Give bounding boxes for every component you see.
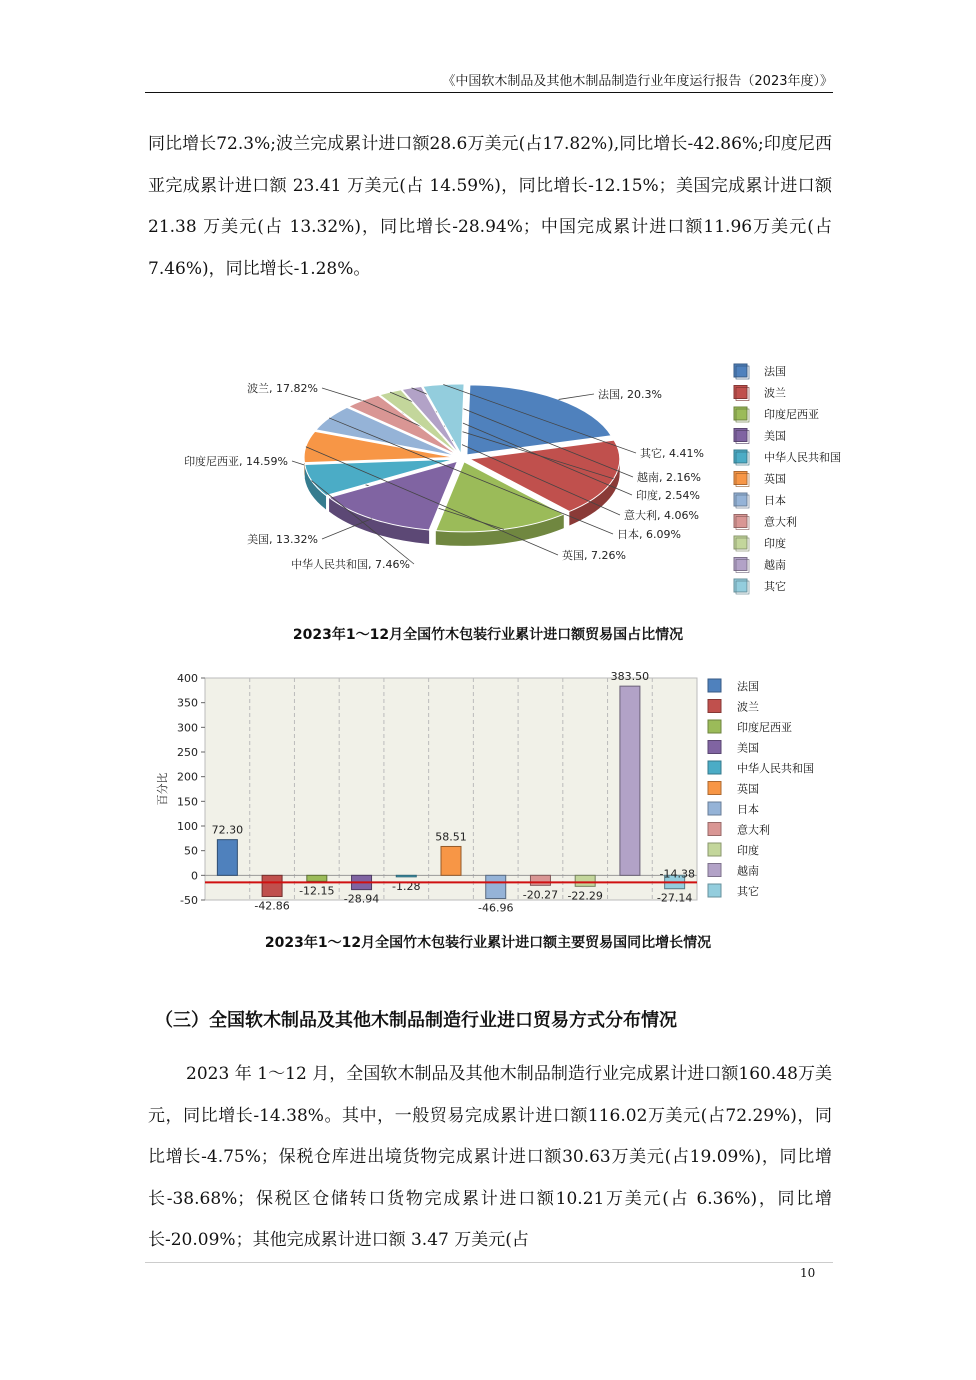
pie-data-label: 意大利, 4.06% bbox=[624, 509, 699, 522]
legend-label: 越南 bbox=[764, 558, 786, 572]
bar-data-label: -1.28 bbox=[392, 879, 421, 893]
page-header: 《中国软木制品及其他木制品制造行业年度运行报告（2023年度）》 bbox=[145, 70, 833, 93]
legend-label: 英国 bbox=[764, 472, 786, 486]
footer-divider bbox=[145, 1262, 833, 1263]
bar-chart-group bbox=[155, 670, 697, 914]
legend-label: 波兰 bbox=[764, 386, 786, 400]
pie-data-label: 其它, 4.41% bbox=[640, 447, 704, 460]
y-tick-label: 400 bbox=[177, 672, 198, 685]
y-tick-label: 300 bbox=[177, 721, 198, 735]
pie-chart-group bbox=[184, 381, 704, 571]
legend-label: 印度尼西亚 bbox=[764, 408, 819, 421]
y-tick-label: 150 bbox=[177, 795, 198, 809]
pie-data-label: 印度尼西亚, 14.59% bbox=[184, 455, 288, 468]
legend-label: 其它 bbox=[737, 885, 759, 898]
y-axis-label: 百分比 bbox=[156, 772, 169, 806]
pie-data-label: 越南, 2.16% bbox=[637, 471, 701, 484]
legend-swatch bbox=[708, 720, 721, 733]
legend-swatch bbox=[708, 741, 721, 754]
legend-swatch bbox=[708, 782, 721, 795]
page-number: 10 bbox=[800, 1266, 816, 1280]
bar-data-label: 72.30 bbox=[211, 823, 244, 837]
pie-data-label: 美国, 13.32% bbox=[247, 533, 318, 546]
pie-data-label: 波兰, 17.82% bbox=[247, 382, 318, 395]
bar-data-label: -46.96 bbox=[477, 901, 514, 915]
legend-label: 意大利 bbox=[737, 823, 770, 837]
y-tick-label: 200 bbox=[177, 770, 198, 784]
bar bbox=[396, 875, 416, 877]
pie-legend bbox=[734, 364, 841, 594]
bar bbox=[486, 875, 506, 898]
paragraph-import-by-country: 同比增长72.3%;波兰完成累计进口额28.6万美元(占17.82%),同比增长-42.86%;印度尼西亚完成累计进口额 23.41 万美元(占 14.59%)，同比增长-12.15%；美国完成累计进口额 21.38 万美元(占 13.32%)，同比增长-28.94%；中国完成累计进口额11.96万美元(占7.46%)，同比增长-1.28%。 bbox=[148, 134, 832, 279]
bar-data-label: -27.14 bbox=[656, 891, 693, 905]
pie-data-label: 英国, 7.26% bbox=[562, 549, 626, 562]
legend-swatch bbox=[708, 823, 721, 836]
paragraph-trade-mode: 2023 年 1～12 月，全国软木制品及其他木制品制造行业完成累计进口额160.48万美元，同比增长-14.38%。其中，一般贸易完成累计进口额116.02万美元(占72.29%)，同比增长-4.75%；保税仓库进出境货物完成累计进口额30.63万美元(占19.09%)，同比增长-38.68%；保税区仓储转口货物完成累计进口额10.21万美元(占 6.36%)，同比增长-20.09%；其他完成累计进口额 3.47 万美元(占 bbox=[148, 1064, 832, 1250]
legend-label: 印度 bbox=[737, 844, 759, 857]
y-tick-label: 250 bbox=[177, 746, 198, 759]
section-title: （三）全国软木制品及其他木制品制造行业进口贸易方式分布情况 bbox=[155, 1010, 677, 1031]
legend-swatch bbox=[708, 884, 721, 897]
y-tick-label: 50 bbox=[184, 844, 198, 858]
pie-data-label: 法国, 20.3% bbox=[598, 388, 662, 401]
legend-swatch bbox=[708, 700, 721, 713]
bar bbox=[441, 846, 461, 875]
pie-data-label: 印度, 2.54% bbox=[636, 489, 700, 502]
bar bbox=[530, 875, 550, 885]
legend-swatch bbox=[708, 864, 721, 877]
legend-label: 印度 bbox=[764, 537, 786, 550]
pie-leader-line bbox=[559, 394, 594, 399]
bar-data-label: -22.29 bbox=[567, 889, 603, 903]
legend-label: 日本 bbox=[737, 803, 759, 816]
bar-chart-caption: 2023年1～12月全国竹木包装行业累计进口额主要贸易国同比增长情况 bbox=[264, 935, 712, 951]
legend-label: 中华人民共和国 bbox=[737, 762, 814, 775]
bar bbox=[620, 686, 640, 875]
legend-swatch bbox=[708, 679, 721, 692]
legend-label: 法国 bbox=[764, 365, 786, 378]
legend-label: 美国 bbox=[737, 741, 759, 755]
pie-data-label: 日本, 6.09% bbox=[617, 528, 681, 541]
y-tick-label: 350 bbox=[177, 696, 198, 710]
bar bbox=[217, 840, 237, 876]
bar bbox=[307, 875, 327, 881]
legend-label: 印度尼西亚 bbox=[737, 721, 792, 734]
bar-data-label: -12.15 bbox=[299, 884, 335, 898]
legend-swatch bbox=[708, 761, 721, 774]
legend-label: 日本 bbox=[764, 494, 786, 507]
y-tick-label: 100 bbox=[177, 820, 198, 833]
pie-data-label: 中华人民共和国, 7.46% bbox=[291, 558, 410, 571]
legend-label: 法国 bbox=[737, 680, 759, 693]
reference-label: -14.38 bbox=[659, 867, 695, 881]
legend-label: 意大利 bbox=[764, 515, 797, 529]
legend-swatch bbox=[708, 802, 721, 815]
bar-data-label: -42.86 bbox=[254, 899, 290, 913]
legend-label: 英国 bbox=[737, 782, 759, 796]
legend-label: 其它 bbox=[764, 580, 786, 593]
legend-label: 越南 bbox=[737, 864, 759, 878]
pie-chart-caption: 2023年1～12月全国竹木包装行业累计进口额贸易国占比情况 bbox=[292, 627, 684, 643]
y-tick-label: 0 bbox=[191, 869, 198, 883]
bar-data-label: -28.94 bbox=[343, 892, 380, 906]
legend-swatch bbox=[708, 843, 721, 856]
legend-label: 中华人民共和国 bbox=[764, 451, 841, 464]
bar-data-label: 383.50 bbox=[610, 670, 650, 684]
bar-data-label: -20.27 bbox=[522, 888, 559, 902]
legend-label: 波兰 bbox=[737, 700, 759, 714]
y-tick-label: -50 bbox=[180, 894, 198, 907]
bar-data-label: 58.51 bbox=[435, 830, 467, 844]
bar-legend bbox=[708, 679, 814, 898]
bar bbox=[262, 875, 282, 896]
bar bbox=[575, 875, 595, 886]
legend-label: 美国 bbox=[764, 429, 786, 443]
